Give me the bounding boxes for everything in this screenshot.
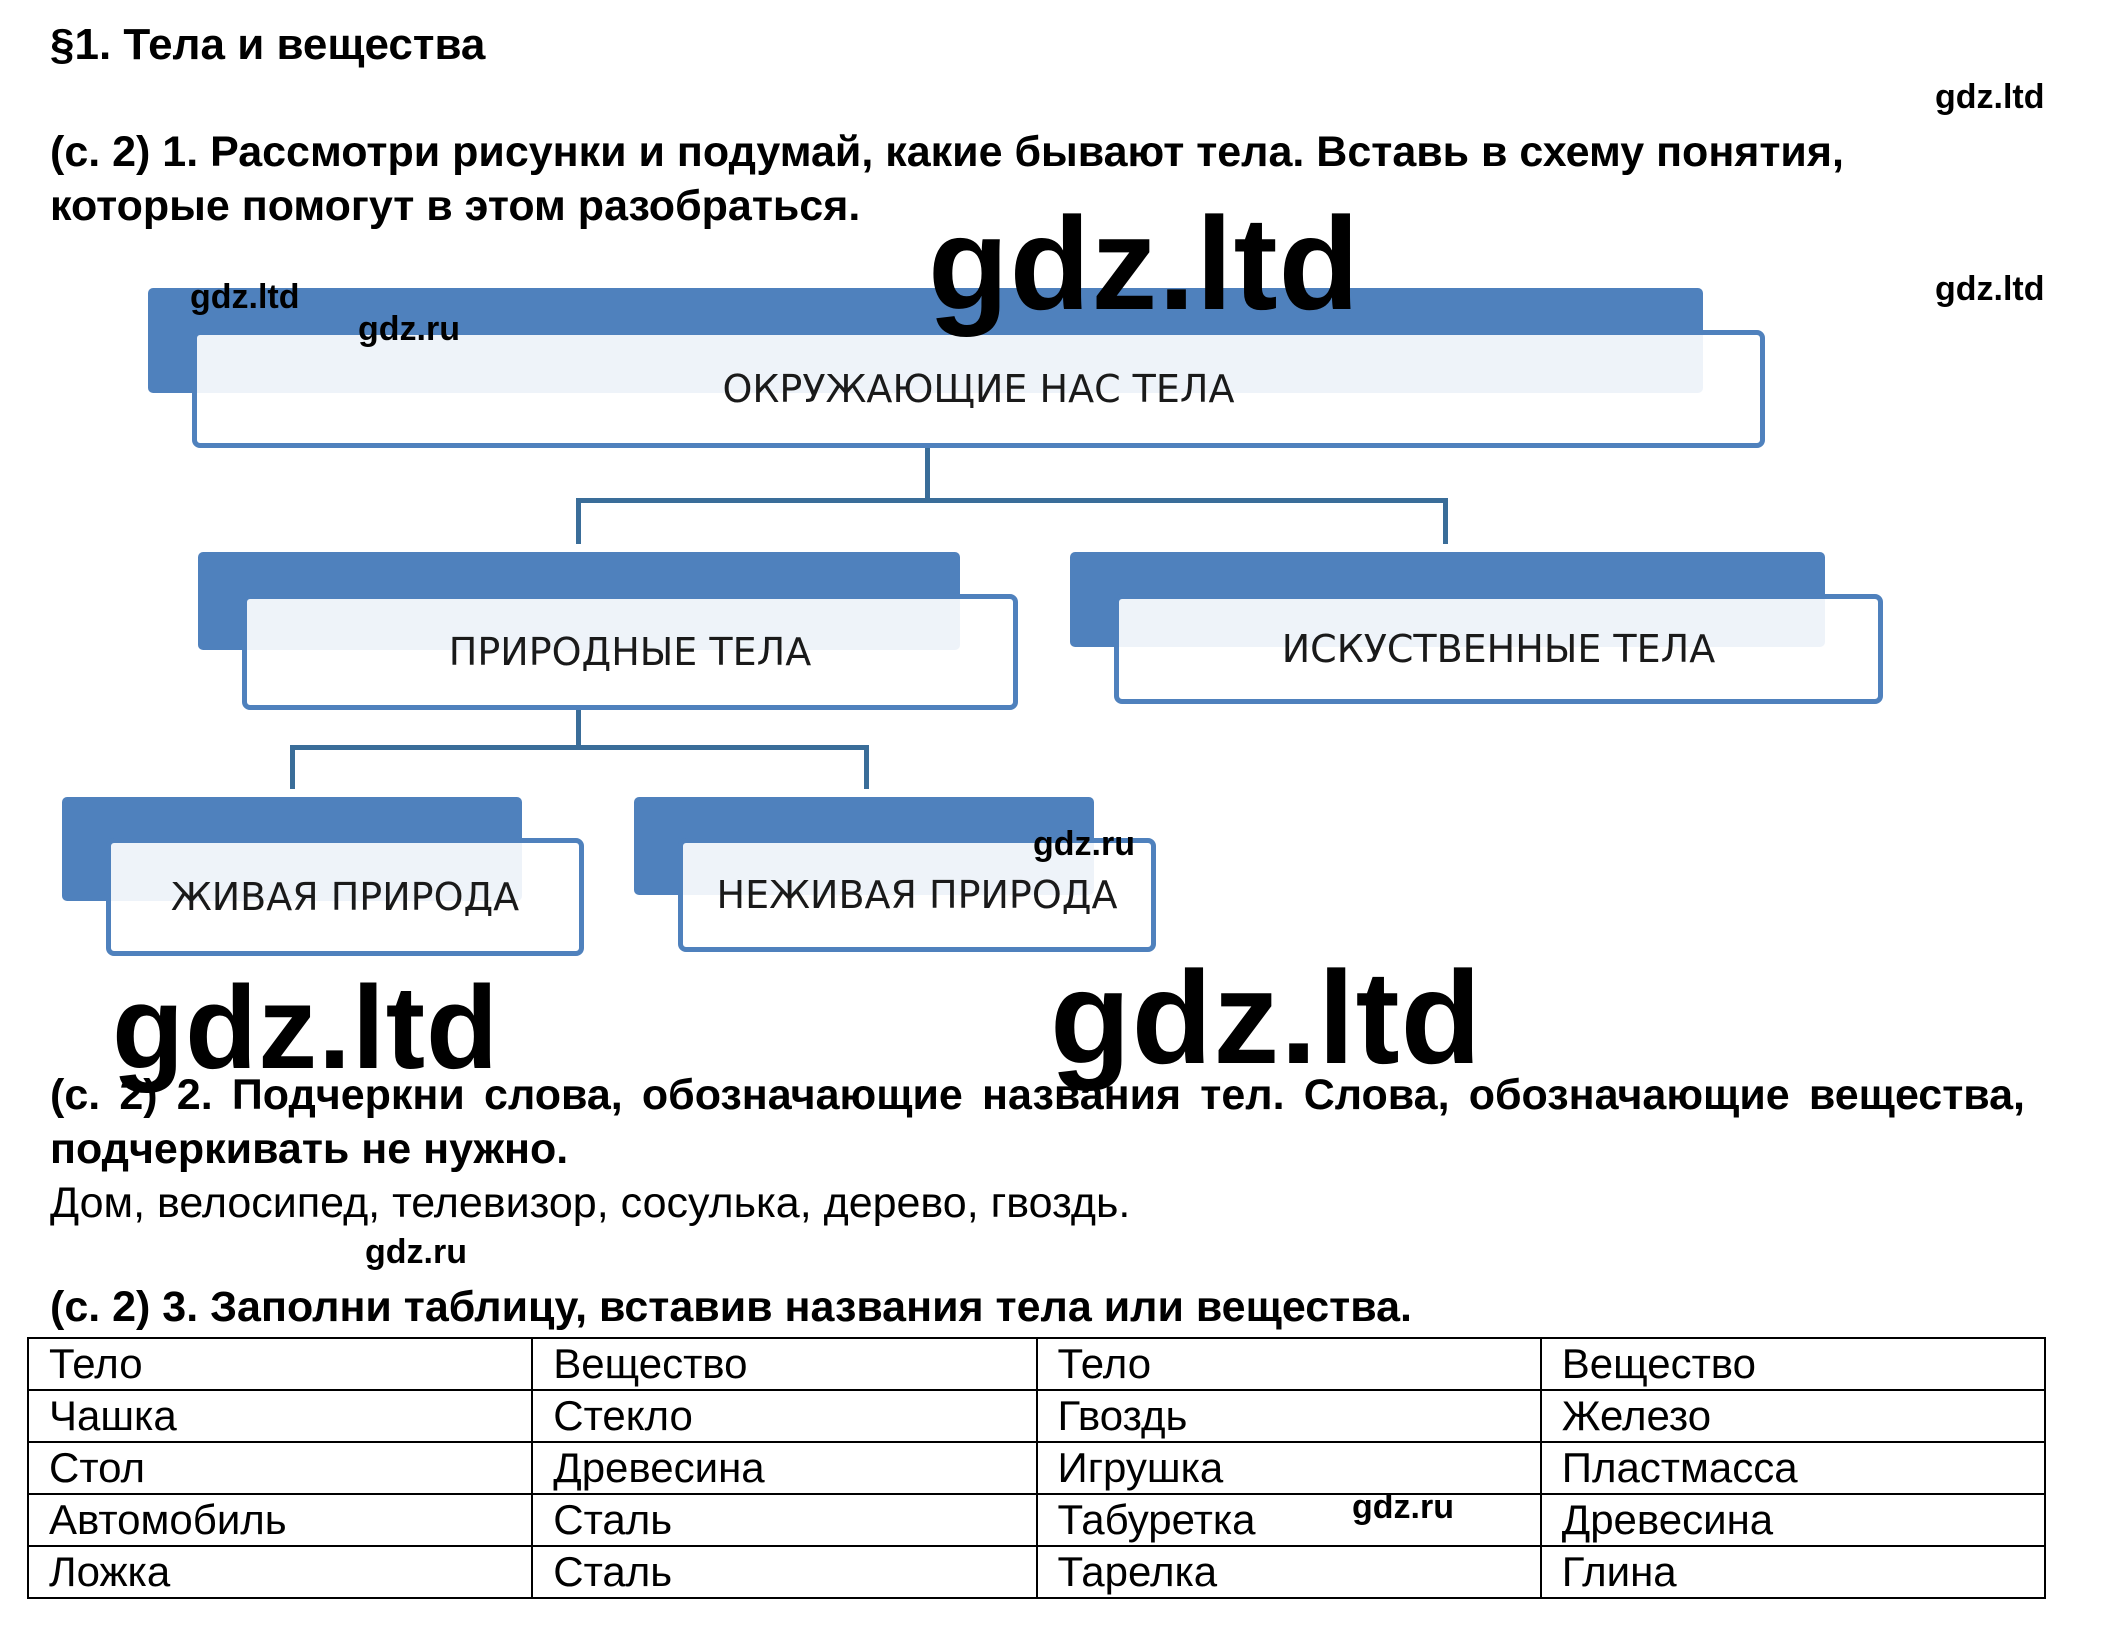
connector-root-left <box>576 498 581 544</box>
table-row <box>28 1390 2045 1442</box>
table-cell: Табуретка <box>1037 1494 1541 1546</box>
table-cell: Чашка <box>28 1390 532 1442</box>
watermark-ltd-top-right: gdz.ltd <box>1935 78 2045 116</box>
task-2-answer: Дом, велосипед, телевизор, сосулька, дерево, гвоздь. <box>50 1179 1131 1227</box>
watermark-ltd-large-right: gdz.ltd <box>1050 944 1483 1091</box>
table-cell: Железо <box>1541 1390 2045 1442</box>
connector-root-bar <box>576 498 1448 503</box>
connector-natural-stem <box>576 710 581 748</box>
connector-natural-right <box>864 745 869 789</box>
watermark-ru-diagram: gdz.ru <box>358 310 460 348</box>
living-nature-label: ЖИВАЯ ПРИРОДА <box>170 875 520 919</box>
nonliving-nature-label: НЕЖИВАЯ ПРИРОДА <box>716 873 1118 917</box>
table-row <box>28 1546 2045 1598</box>
table-header-row <box>28 1338 2045 1390</box>
table-cell: Пластмасса <box>1541 1442 2045 1494</box>
living-nature-node <box>106 838 584 956</box>
watermark-ru-nonliving: gdz.ru <box>1033 825 1135 863</box>
table-cell: Стол <box>28 1442 532 1494</box>
artificial-bodies-node <box>1114 594 1883 704</box>
connector-root-stem <box>925 448 930 500</box>
watermark-ltd-large-left: gdz.ltd <box>112 962 500 1094</box>
table-cell: Древесина <box>532 1442 1036 1494</box>
task-1-line-1: (с. 2) 1. Рассмотри рисунки и подумай, какие бывают тела. Вставь в схему понятия, <box>50 128 1844 176</box>
connector-natural-bar <box>290 745 869 750</box>
watermark-ltd-right: gdz.ltd <box>1935 270 2045 308</box>
table-row <box>28 1494 2045 1546</box>
root-node-label: ОКРУЖАЮЩИЕ НАС ТЕЛА <box>722 367 1235 411</box>
table-cell: Глина <box>1541 1546 2045 1598</box>
table-cell: Сталь <box>532 1546 1036 1598</box>
table-header-cell: Тело <box>28 1338 532 1390</box>
table-cell: Стекло <box>532 1390 1036 1442</box>
natural-bodies-node <box>242 594 1018 710</box>
watermark-ltd-large-top: gdz.ltd <box>928 190 1361 337</box>
connector-root-right <box>1443 498 1448 544</box>
table-cell: Тарелка <box>1037 1546 1541 1598</box>
natural-bodies-label: ПРИРОДНЫЕ ТЕЛА <box>448 630 812 674</box>
task-3-prompt: (с. 2) 3. Заполни таблицу, вставив названия тела или вещества. <box>50 1283 1412 1331</box>
task-2-prompt: (с. 2) 2. Подчеркни слова, обозначающие названия тел. Слова, обозначающие вещества, подчеркивать не нужно. <box>50 1071 2025 1173</box>
connector-natural-left <box>290 745 295 789</box>
table-cell: Древесина <box>1541 1494 2045 1546</box>
artificial-bodies-label: ИСКУСТВЕННЫЕ ТЕЛА <box>1281 627 1716 671</box>
table-cell: Гвоздь <box>1037 1390 1541 1442</box>
watermark-ltd-diagram: gdz.ltd <box>190 278 300 316</box>
watermark-ru-table: gdz.ru <box>1352 1488 1454 1526</box>
table-cell: Сталь <box>532 1494 1036 1546</box>
table-header-cell: Вещество <box>532 1338 1036 1390</box>
table-header-cell: Тело <box>1037 1338 1541 1390</box>
watermark-ru-task2: gdz.ru <box>365 1233 467 1271</box>
task-1-line-2: которые помогут в этом разобраться. <box>50 182 861 230</box>
section-heading: §1. Тела и вещества <box>50 20 486 69</box>
table-row <box>28 1442 2045 1494</box>
table-cell: Игрушка <box>1037 1442 1541 1494</box>
table-cell: Автомобиль <box>28 1494 532 1546</box>
bodies-substances-table <box>27 1337 2046 1599</box>
table-header-cell: Вещество <box>1541 1338 2045 1390</box>
table-cell: Ложка <box>28 1546 532 1598</box>
